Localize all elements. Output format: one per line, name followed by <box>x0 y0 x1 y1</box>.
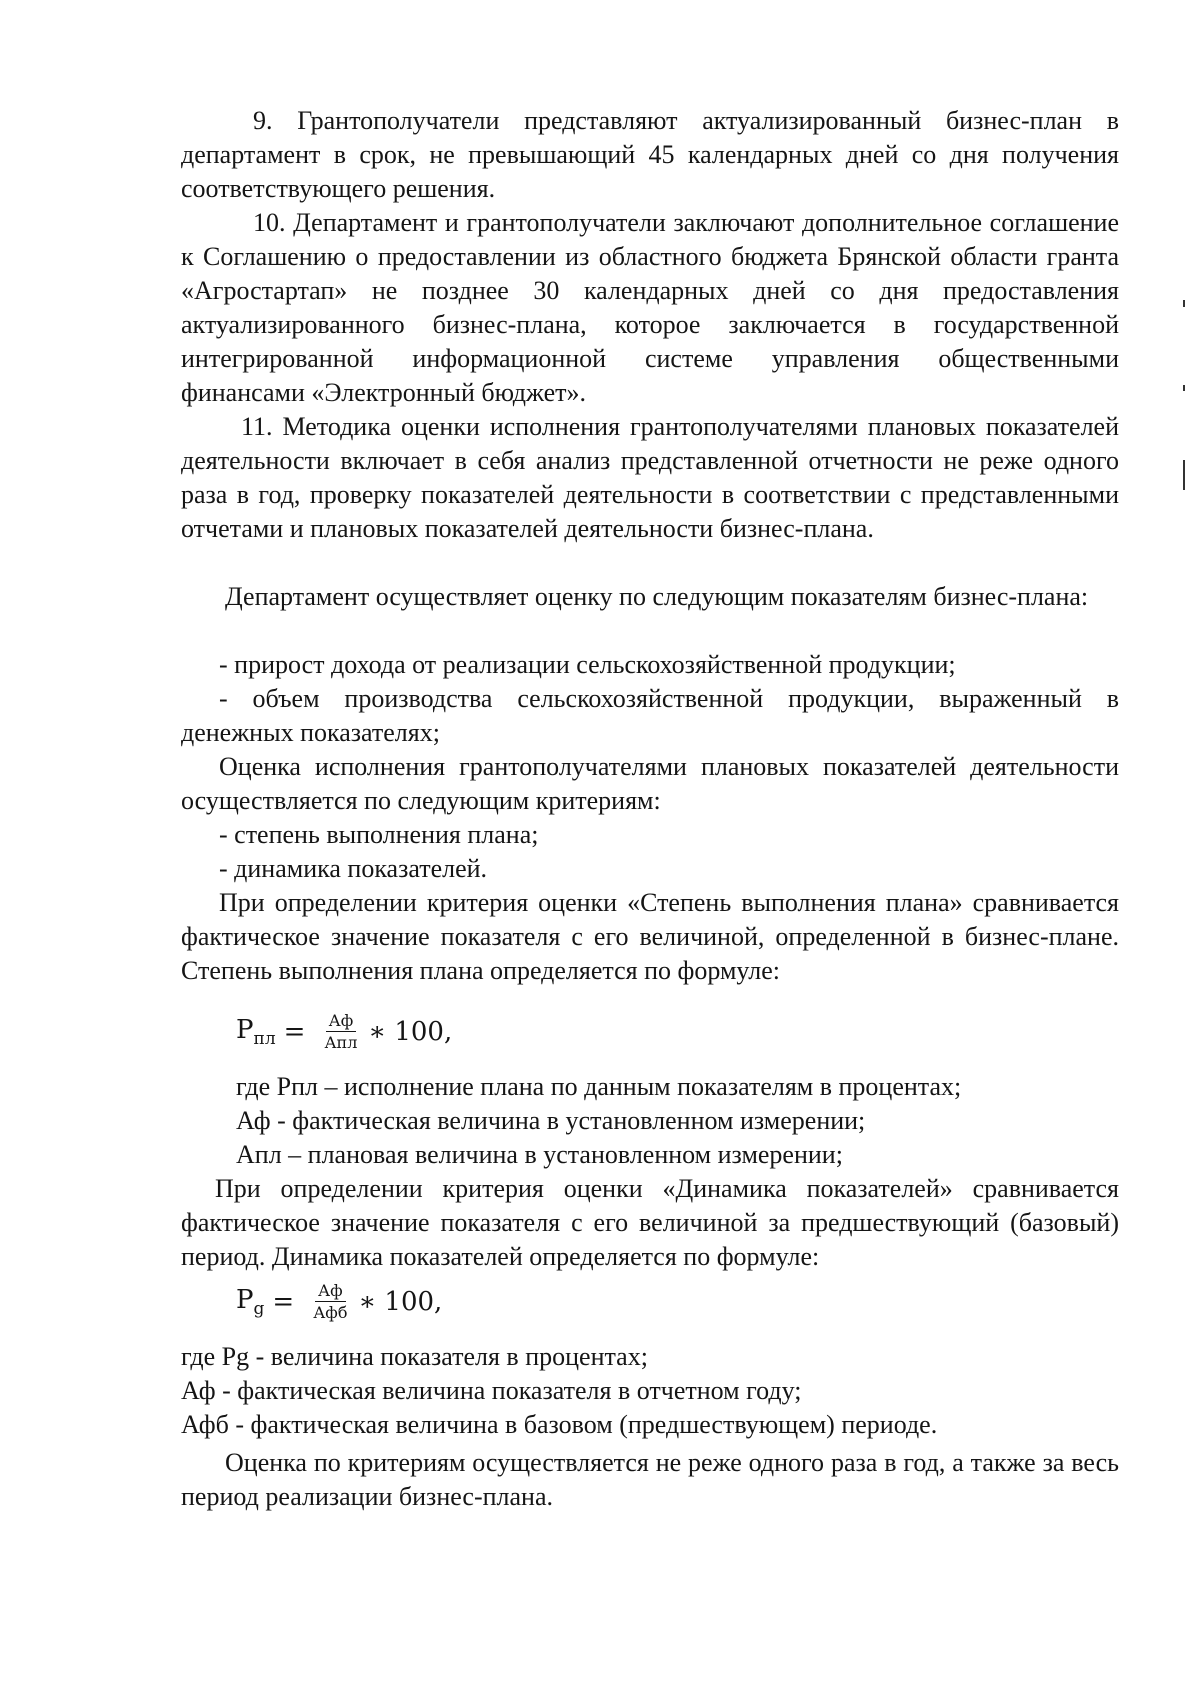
equals-sign: = <box>272 1287 295 1317</box>
formula-lhs: $Р_{пл}$ <box>236 1015 276 1049</box>
bullet-income-growth: - прирост дохода от реализации сельскохозяйственной продукции; <box>219 650 956 679</box>
scan-mark <box>1183 460 1185 490</box>
scan-mark <box>1183 385 1185 391</box>
bullet-production-volume: - объем производства сельскохозяйственной продукции, выраженный в денежных показателях; <box>181 684 1119 747</box>
formula-lhs: $Р_g$ <box>236 1285 265 1319</box>
formula-multiplier: ∗ 100, <box>368 1017 453 1047</box>
criterion-dynamics: - динамика показателей. <box>219 854 488 883</box>
formula-multiplier: ∗ 100, <box>358 1287 443 1317</box>
paragraph-plan-criterion: При определении критерия оценки «Степень выполнения плана» сравнивается фактическое значение показателя с его величиной, определенной в бизнес-плане. Степень выполнения плана определяется по формуле: <box>181 888 1119 985</box>
paragraph-10: 10. Департамент и грантополучатели заключают дополнительное соглашение к Соглашению о предоставлении из областного бюджета Брянской области гранта «Агростартап» не позднее 30 календарных дней со дня предоставления актуализированного бизнес-плана, которое заключается в государственной интегрированной информационной системе управления общественными финансами «Электронный бюджет». <box>181 208 1119 407</box>
formula-plan-completion <box>236 1012 452 1052</box>
formula-dynamics <box>236 1282 442 1322</box>
paragraph-assessment-criteria: Оценка исполнения грантополучателями плановых показателей деятельности осуществляется по следующим критериям: <box>181 752 1119 815</box>
fraction-denominator: Апл <box>324 1033 358 1052</box>
formula-fraction <box>310 1282 350 1322</box>
paragraph-dynamics-criterion: При определении критерия оценки «Динамика показателей» сравнивается фактическое значение показателя с его величиной за предшествующий (базовый) период. Динамика показателей определяется по формуле: <box>181 1174 1119 1271</box>
definition-apl: Апл – плановая величина в установленном измерении; <box>236 1140 843 1169</box>
fraction-denominator: Афб <box>313 1303 348 1322</box>
scan-mark <box>1183 300 1185 307</box>
paragraph-9: 9. Грантополучатели представляют актуализированный бизнес-план в департамент в срок, не превышающий 45 календарных дней со дня получения соответствующего решения. <box>181 106 1119 203</box>
paragraph-final: Оценка по критериям осуществляется не реже одного раза в год, а также за весь период реализации бизнес-плана. <box>181 1448 1119 1511</box>
fraction-numerator: Аф <box>326 1012 357 1032</box>
equals-sign: = <box>283 1017 306 1047</box>
criterion-plan-completion: - степень выполнения плана; <box>219 820 539 849</box>
fraction-numerator: Аф <box>315 1282 346 1302</box>
definition-af-reporting: Аф - фактическая величина показателя в отчетном году; <box>181 1376 802 1405</box>
formula-fraction <box>321 1012 360 1052</box>
definition-rpl: где Рпл – исполнение плана по данным показателям в процентах; <box>236 1072 962 1101</box>
definition-afb: Афб - фактическая величина в базовом (предшествующем) периоде. <box>181 1410 938 1439</box>
definition-af: Аф - фактическая величина в установленном измерении; <box>236 1106 866 1135</box>
paragraph-11: 11. Методика оценки исполнения грантополучателями плановых показателей деятельности включает в себя анализ представленной отчетности не реже одного раза в год, проверку показателей деятельности в соответствии с представленными отчетами и плановых показателей деятельности бизнес-плана. <box>181 412 1119 543</box>
definition-rg: где Рg - величина показателя в процентах; <box>181 1342 648 1371</box>
paragraph-department-indicators: Департамент осуществляет оценку по следующим показателям бизнес-плана: <box>225 582 1089 611</box>
